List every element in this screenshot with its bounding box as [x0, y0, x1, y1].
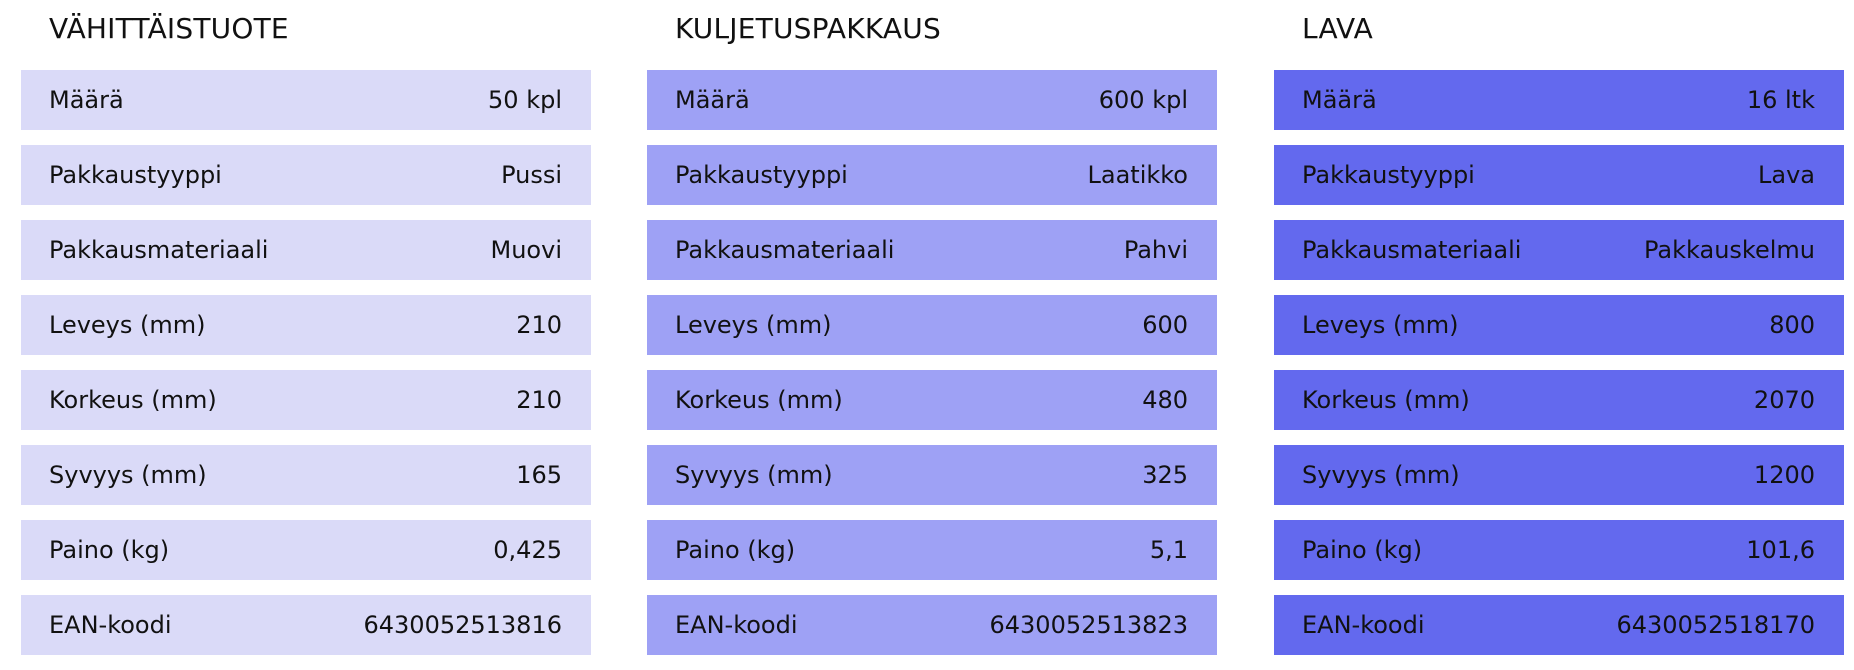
row-value: 6430052518170: [1616, 611, 1815, 639]
row-value: 101,6: [1746, 536, 1815, 564]
row-label: Pakkausmateriaali: [1302, 236, 1522, 264]
row-label: Määrä: [675, 86, 750, 114]
spec-rows: [1274, 70, 1844, 655]
row-value: Pussi: [501, 161, 562, 189]
column-shipping-package: [647, 0, 1217, 655]
row-value: Laatikko: [1087, 161, 1188, 189]
row-width: [1274, 295, 1844, 355]
row-height: [21, 370, 591, 430]
row-package-type: [647, 145, 1217, 205]
row-label: Pakkausmateriaali: [675, 236, 895, 264]
row-label: Leveys (mm): [675, 311, 832, 339]
row-value: 210: [516, 311, 562, 339]
row-value: 800: [1769, 311, 1815, 339]
row-package-material: [1274, 220, 1844, 280]
row-label: Korkeus (mm): [1302, 386, 1470, 414]
row-value: 0,425: [493, 536, 562, 564]
row-weight: [1274, 520, 1844, 580]
row-label: Paino (kg): [49, 536, 170, 564]
row-quantity: [1274, 70, 1844, 130]
row-label: Määrä: [49, 86, 124, 114]
row-label: Pakkaustyyppi: [675, 161, 848, 189]
column-title: LAVA: [1302, 12, 1373, 45]
row-value: 50 kpl: [488, 86, 562, 114]
row-package-material: [647, 220, 1217, 280]
row-ean-code: [1274, 595, 1844, 655]
row-depth: [647, 445, 1217, 505]
row-label: Paino (kg): [1302, 536, 1423, 564]
row-height: [1274, 370, 1844, 430]
row-label: Pakkaustyyppi: [49, 161, 222, 189]
row-depth: [1274, 445, 1844, 505]
row-label: Pakkausmateriaali: [49, 236, 269, 264]
row-value: 600: [1142, 311, 1188, 339]
row-label: Korkeus (mm): [675, 386, 843, 414]
row-value: Lava: [1758, 161, 1815, 189]
row-label: Määrä: [1302, 86, 1377, 114]
row-value: 600 kpl: [1098, 86, 1188, 114]
row-value: Muovi: [490, 236, 562, 264]
row-ean-code: [21, 595, 591, 655]
column-retail-unit: [21, 0, 591, 655]
column-title: KULJETUSPAKKAUS: [675, 12, 941, 45]
row-width: [647, 295, 1217, 355]
row-package-type: [1274, 145, 1844, 205]
row-label: Syvyys (mm): [1302, 461, 1460, 489]
row-value: 210: [516, 386, 562, 414]
row-value: 480: [1142, 386, 1188, 414]
row-label: Syvyys (mm): [49, 461, 207, 489]
row-value: 5,1: [1149, 536, 1188, 564]
row-ean-code: [647, 595, 1217, 655]
row-label: Leveys (mm): [1302, 311, 1459, 339]
spec-rows: [21, 70, 591, 655]
row-value: Pahvi: [1123, 236, 1188, 264]
row-package-type: [21, 145, 591, 205]
row-label: EAN-koodi: [675, 611, 798, 639]
column-pallet: [1274, 0, 1844, 655]
row-height: [647, 370, 1217, 430]
row-value: 1200: [1753, 461, 1815, 489]
row-label: Syvyys (mm): [675, 461, 833, 489]
row-width: [21, 295, 591, 355]
row-value: 325: [1142, 461, 1188, 489]
column-title: VÄHITTÄISTUOTE: [49, 12, 289, 45]
row-label: EAN-koodi: [1302, 611, 1425, 639]
row-label: Korkeus (mm): [49, 386, 217, 414]
row-value: 6430052513823: [989, 611, 1188, 639]
row-value: Pakkauskelmu: [1644, 236, 1815, 264]
row-label: Pakkaustyyppi: [1302, 161, 1475, 189]
row-weight: [647, 520, 1217, 580]
row-quantity: [21, 70, 591, 130]
row-value: 6430052513816: [363, 611, 562, 639]
row-value: 2070: [1753, 386, 1815, 414]
row-label: Leveys (mm): [49, 311, 206, 339]
row-label: EAN-koodi: [49, 611, 172, 639]
row-quantity: [647, 70, 1217, 130]
row-label: Paino (kg): [675, 536, 796, 564]
row-weight: [21, 520, 591, 580]
row-package-material: [21, 220, 591, 280]
spec-rows: [647, 70, 1217, 655]
row-depth: [21, 445, 591, 505]
row-value: 16 ltk: [1746, 86, 1815, 114]
row-value: 165: [516, 461, 562, 489]
